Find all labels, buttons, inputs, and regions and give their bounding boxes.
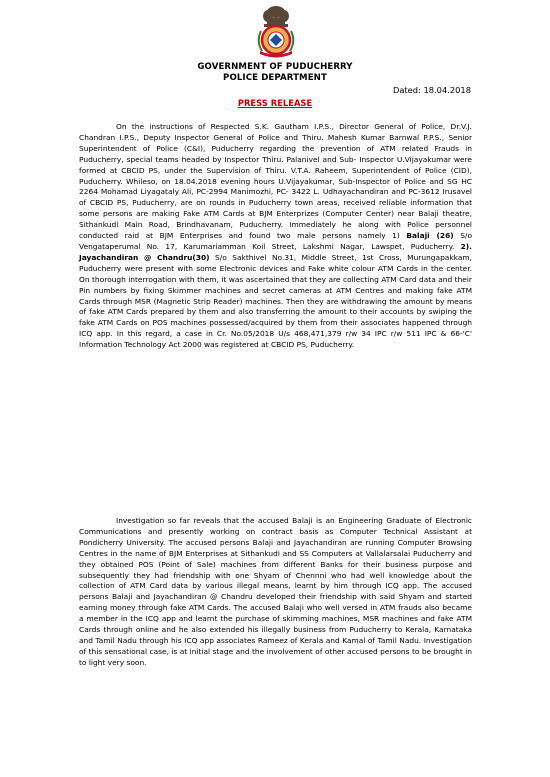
release-date: Dated: 18.04.2018 (392, 85, 471, 95)
body-paragraph-2: Investigation so far reveals that the accused Balaji is an Engineering Graduate of Electronic Communications and presently working on contract basis as Computer Technical Assistant at Pondicherry University. The accused persons Balaji and Jayachandiran are running Computer Browsing Centres in the name of BJM Enterprises at Sithankudi and SS Computers at Vallalarsalai Puducherry and they obtained POS (Point of Sale) machines from different Banks for their business purpose and subsequently they had friendship with one Shyam of Chennni who had well knowledge about the collection of ATM Card data by various illegal means, learnt by him through ICQ app. The accused persons Balaji and Jayachandiran @ Chandru developed their friendship with said Shyam and started earning money through fake ATM Cards. The accused Balaji who well versed in ATM frauds also became a member in the ICQ app and learnt the purchase of skimming machines, MSR machines and fake ATM Cards through online and he also extended his illegally business from Puducherry to Kerala, Karnataka and Tamil Nadu through his ICQ app associates Rameez of Kerala and Kamal of Tamil Nadu. Investigation of this sensational case, is at initial stage and the involvement of other accused persons to be brought in to light very soon. (79, 516, 472, 667)
police-emblem-icon (250, 3, 302, 58)
accused-name-1: Balaji (26) (406, 231, 454, 241)
department-heading: POLICE DEPARTMENT (223, 73, 327, 83)
press-release-title: PRESS RELEASE (237, 98, 313, 108)
body-paragraph-1: On the instructions of Respected S.K. Gautham I.P.S., Director General of Police, Dr.V.J. Chandran I.P.S., Deputy Inspector General of Police and Thiru. Mahesh Kumar Barnwal P.P.S., Senior Superintendent of Police (C&I), Puducherry regarding the prevention of ATM related Frauds in Puducherry, special teams headed by Inspector Thiru. Palanivel and Sub- Inspector U.Vijayakumar were formed at CBCID PS, under the Supervision of Thiru. V.T.A. Raheem, Superintendent of Police (CID), Puducherry. Whileso, on 18.04.2018 evening hours U.Vijayakumar, Sub-Inspector of Police and SG HC 2264 Mohamad Liyagataly Ali, PC-2994 Manimozhi, PC- 3422 L. Udhayachandiran and PC-3612 Irusavel of CBCID PS, Puducherry, are on rounds in Puducherry town areas, received reliable information that some persons are making Fake ATM Cards at BJM Enterprizes (Computer Center) near Balaji theatre, Sithankudi Main Road, Brindhavanam, Puducherry. Immediately he along with Police personnel conducted raid at BJM Enterprises and found two male persons namely 1) Balaji (26) S/o Vengataperumal No. 17, Karumariamman Koil Street, Lakshmi Nagar, Lawspet, Puducherry. 2). Jayachandiran @ Chandru(30) S/o Sakthivel No.31, Middle Street, 1st Cross, Murungapakkam, Puducherry were present with some Electronic devices and Fake white colour ATM Cards in the center. On thorough interrogation with them, it was ascertained that they are collecting ATM Card data and their Pin numbers by fixing Skimmer machines and secret cameras at ATM Centres and making fake ATM Cards through MSR (Magnetic Strip Reader) machines. Then they are withdrawing the amount by means of fake ATM Cards prepared by them and also transferring the amount to their accounts by swiping the fake ATM Cards on POS machines possessed/acquired by them from their associates happened through ICQ app. In this regard, a case in Cr. No.05/2018 U/s 468,471,379 r/w 34 IPC r/w 511 IPC & 66-'C' Information Technology Act 2000 was registered at CBCID PS, Puducherry. (79, 122, 472, 350)
accused-name-2: 2). Jayachandiran @ Chandru(30) (79, 241, 472, 262)
government-heading: GOVERNMENT OF PUDUCHERRY (197, 62, 353, 72)
